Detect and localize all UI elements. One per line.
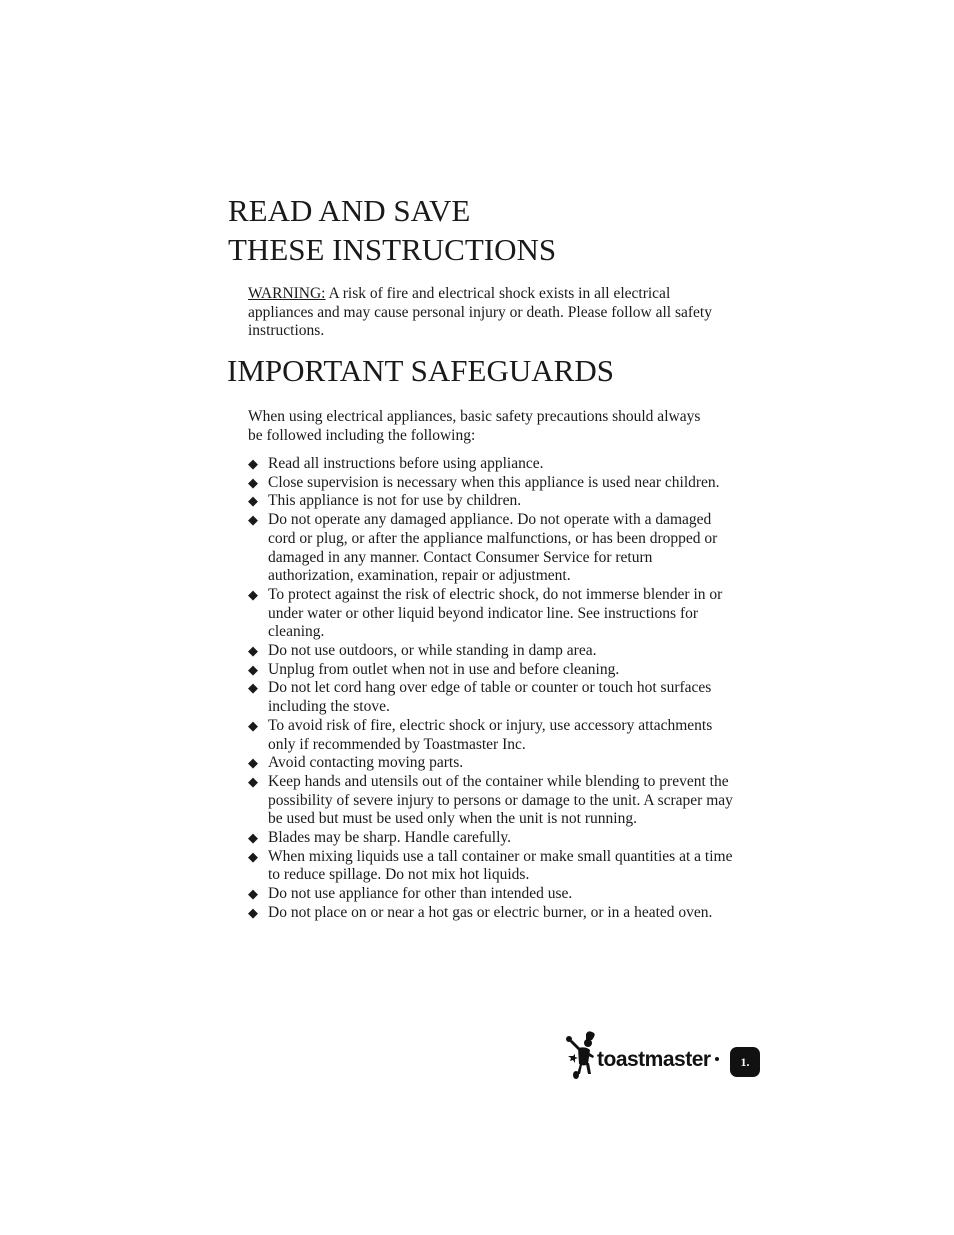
page-title (228, 191, 788, 269)
warning-label: WARNING: (248, 285, 326, 302)
diamond-bullet-icon: ◆ (248, 904, 258, 920)
safeguard-item (248, 829, 738, 848)
safeguard-item (248, 492, 738, 511)
safeguard-item (248, 511, 738, 586)
safeguard-item-text: Do not use outdoors, or while standing in damp area. (268, 642, 597, 660)
warning-text: A risk of fire and electrical shock exists in all electrical appliances and may cause personal injury or death. Please follow all safety instructions. (248, 285, 712, 340)
safeguards-heading: IMPORTANT SAFEGUARDS (227, 353, 614, 388)
safeguard-item-text: To avoid risk of fire, electric shock or injury, use accessory attachments only if recommended by Toastmaster Inc. (268, 716, 713, 753)
diamond-bullet-icon: ◆ (248, 755, 258, 771)
diamond-bullet-icon: ◆ (248, 474, 258, 490)
safeguard-item-text: Read all instructions before using appliance. (268, 455, 544, 472)
safeguard-item (248, 904, 738, 923)
safeguard-item-text: Unplug from outlet when not in use and before cleaning. (268, 660, 620, 678)
safeguard-item (248, 679, 738, 716)
diamond-bullet-icon: ◆ (248, 848, 258, 864)
registered-mark-icon (715, 1057, 719, 1061)
safeguard-item-text: Do not use appliance for other than intended use. (268, 885, 573, 903)
chef-mascot-icon (564, 1030, 598, 1080)
diamond-bullet-icon: ◆ (248, 661, 258, 677)
safeguard-item (248, 455, 738, 474)
diamond-bullet-icon: ◆ (248, 680, 258, 696)
safeguard-item-text: Close supervision is necessary when this appliance is used near children. (268, 473, 720, 491)
safeguard-item-text: Blades may be sharp. Handle carefully. (268, 829, 512, 847)
safeguard-item (248, 754, 738, 773)
safeguards-list (248, 455, 738, 923)
safeguard-item-text: When mixing liquids use a tall container or make small quantities at a time to reduce spillage. Do not mix hot liquids. (268, 847, 733, 884)
page-number-badge: 1. (730, 1047, 760, 1077)
safeguard-item-text: Do not operate any damaged appliance. Do not operate with a damaged cord or plug, or after the appliance malfunctions, or has been dropped or damaged in any manner. Contact Consumer Service for return authorization, examination, repair or adjustment. (268, 511, 718, 585)
diamond-bullet-icon: ◆ (248, 886, 258, 902)
page-title-line-1: READ AND SAVE (228, 193, 471, 228)
page-title-line-2: THESE INSTRUCTIONS (228, 232, 557, 267)
page-footer (564, 1030, 764, 1082)
diamond-bullet-icon: ◆ (248, 717, 258, 733)
safeguard-item-text: Do not let cord hang over edge of table or counter or touch hot surfaces including the stove. (268, 679, 712, 716)
safeguard-item (248, 474, 738, 493)
diamond-bullet-icon: ◆ (248, 586, 258, 602)
safeguard-item (248, 773, 738, 829)
safeguard-item (248, 642, 738, 661)
safeguard-item-text: Do not place on or near a hot gas or electric burner, or in a heated oven. (268, 903, 713, 921)
safeguards-intro: When using electrical appliances, basic safety precautions should always be followed including the following: (248, 408, 701, 444)
safeguard-item-text: This appliance is not for use by children. (268, 492, 522, 510)
safeguard-item (248, 848, 738, 885)
safeguard-item-text: Avoid contacting moving parts. (268, 754, 464, 772)
safeguard-item-text: Keep hands and utensils out of the container while blending to prevent the possibility of severe injury to persons or damage to the unit. A scraper may be used but must be used only when the unit is not running. (268, 772, 733, 828)
safeguard-item-text: To protect against the risk of electric shock, do not immerse blender in or under water or other liquid beyond indicator line. See instructions for cleaning. (268, 585, 723, 641)
diamond-bullet-icon: ◆ (248, 830, 258, 846)
safeguard-item (248, 717, 738, 754)
safeguard-item (248, 885, 738, 904)
safeguard-item (248, 586, 738, 642)
toastmaster-logo-text: toastmaster (597, 1048, 711, 1071)
warning-paragraph (248, 285, 728, 341)
diamond-bullet-icon: ◆ (248, 456, 258, 471)
diamond-bullet-icon: ◆ (248, 512, 258, 528)
diamond-bullet-icon: ◆ (248, 493, 258, 509)
diamond-bullet-icon: ◆ (248, 773, 258, 789)
safeguard-item (248, 661, 738, 680)
diamond-bullet-icon: ◆ (248, 643, 258, 659)
